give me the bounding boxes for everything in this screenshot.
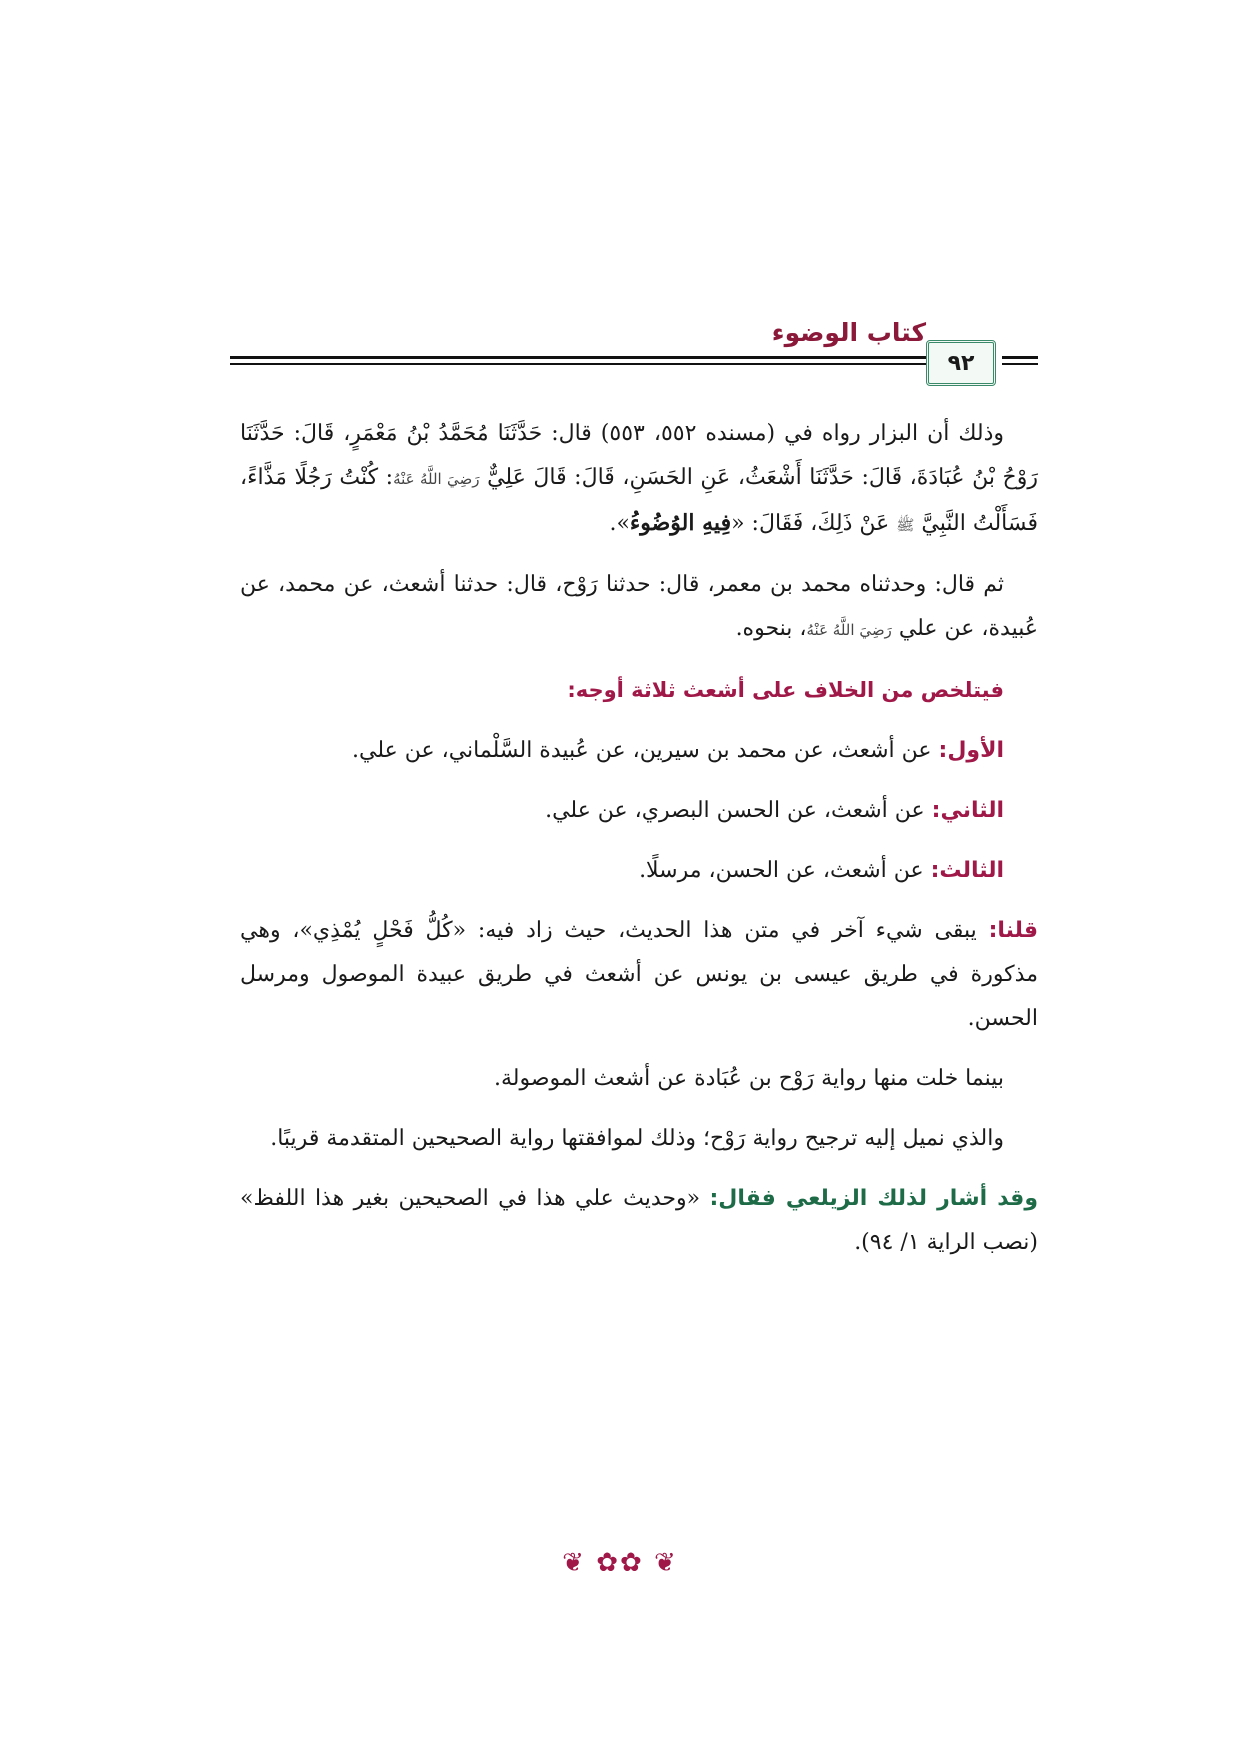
section-heading: فيتلخص من الخلاف على أشعث ثلاثة أوجه:	[567, 678, 1004, 702]
text-run: عَنْ ذَلِكَ، فَقَالَ: «	[731, 511, 897, 536]
header-rule-thin	[230, 363, 926, 365]
text-run: وذلك أن البزار رواه في (مسنده ٥٥٢، ٥٥٣) قال: حَدَّثَنَا مُحَمَّدُ بْنُ مَعْمَرٍ، قَالَ: حَدَّثَنَا رَوْحُ بْنُ عُبَادَةَ، قَالَ: حَدَّثَنَا أَشْعَثُ، عَنِ الحَسَنِ، قَالَ: قَالَ عَلِيٌّ	[240, 421, 1038, 490]
paragraph-first	[240, 729, 1038, 773]
hadith-text: فِيهِ الوُضُوءُ	[629, 510, 732, 536]
paragraph-zaylai	[240, 1177, 1038, 1265]
page-number: ٩٢	[926, 340, 996, 386]
text-run: ».	[609, 511, 630, 536]
honorific: رَضِيَ اللَّهُ عَنْهُ	[393, 470, 480, 488]
header-rule	[230, 356, 926, 359]
text-run: ثم قال: وحدثناه محمد بن معمر، قال: حدثنا رَوْح، قال: حدثنا أشعث، عن محمد، عن عُبيدة، عن علي	[240, 572, 1038, 641]
paragraph-alladhi	[240, 1117, 1038, 1161]
text-run: ، بنحوه.	[735, 616, 807, 641]
text-run: بينما خلت منها رواية رَوْح بن عُبَادة عن أشعث الموصولة.	[494, 1066, 1004, 1091]
salla-glyph: ﷺ	[896, 516, 915, 534]
label-second: الثاني:	[931, 798, 1004, 823]
text-run: والذي نميل إليه ترجيح رواية رَوْح؛ وذلك لموافقتها رواية الصحيحين المتقدمة قريبًا.	[270, 1126, 1004, 1151]
section-heading-paragraph	[240, 668, 1038, 713]
page-body	[240, 412, 1038, 1281]
paragraph-thumma	[240, 563, 1038, 652]
paragraph-qulna	[240, 909, 1038, 1041]
paragraph-baynama	[240, 1057, 1038, 1101]
end-ornament: ❦ ✿✿ ❦	[562, 1548, 678, 1578]
text-run: : كُنْتُ رَجُلًا مَذَّاءً، فَسَأَلْتُ النَّبِيَّ	[240, 465, 1038, 536]
paragraph-bazzar	[240, 412, 1038, 547]
text-run: عن أشعث، عن الحسن، مرسلًا.	[639, 858, 931, 883]
text-run: «وحديث علي هذا في الصحيحين بغير هذا اللفظ» (نصب الراية ١/ ٩٤).	[240, 1186, 1038, 1255]
text-run: عن أشعث، عن محمد بن سيرين، عن عُبيدة السَّلْماني، عن علي.	[352, 738, 939, 763]
header-rule-tail-thin	[1002, 363, 1038, 365]
text-run: عن أشعث، عن الحسن البصري، عن علي.	[545, 798, 932, 823]
page-header	[230, 318, 1038, 388]
label-qulna: قلنا:	[988, 918, 1038, 943]
header-rule-tail	[1002, 356, 1038, 359]
book-title: كتاب الوضوء	[771, 318, 926, 347]
label-zaylai: وقد أشار لذلك الزيلعي فقال:	[709, 1186, 1038, 1211]
label-first: الأول:	[938, 738, 1004, 763]
paragraph-third	[240, 849, 1038, 893]
paragraph-second	[240, 789, 1038, 833]
text-run: يبقى شيء آخر في متن هذا الحديث، حيث زاد فيه: «كُلُّ فَحْلٍ يُمْذِي»، وهي مذكورة في طريق عيسى بن يونس عن أشعث في طريق عبيدة الموصول ومرسل الحسن.	[240, 918, 1038, 1031]
honorific: رَضِيَ اللَّهُ عَنْهُ	[806, 621, 892, 639]
label-third: الثالث:	[930, 858, 1004, 883]
